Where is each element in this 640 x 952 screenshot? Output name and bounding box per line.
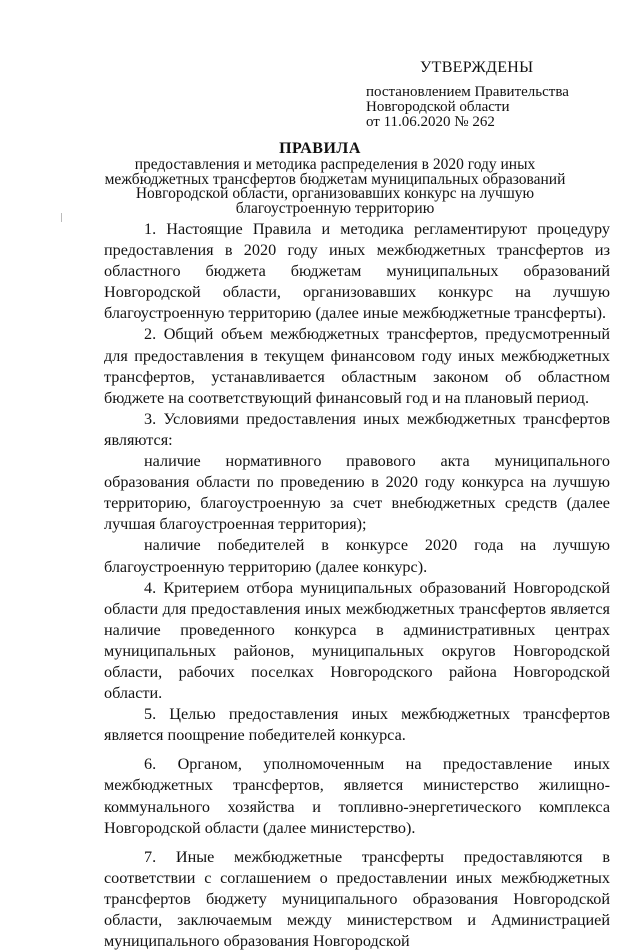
approval-line-3: от 11.06.2020 № 262 [366,114,495,130]
document-body [104,219,610,952]
approval-title: УТВЕРЖДЕНЫ [420,59,534,76]
document-title: ПРАВИЛА [279,140,361,157]
paragraph-4: 4. Критерием отбора муниципальных образований Новгородской области для предоставления иных межбюджетных трансфертов является наличие проведенного конкурса в административных центрах муниципальных районов, муниципальных округов Новгородской области, рабочих поселках Новгородского района Новгородской области. [104,578,610,703]
margin-mark [61,213,62,222]
paragraph-3-condition-1: наличие нормативного правового акта муниципального образования области по проведению в 2020 году конкурса на лучшую территорию, благоустроенную за счет внебюджетных средств (далее лучшая благоустроенная территория); [104,452,610,534]
paragraph-7: 7. Иные межбюджетные трансферты предоставляются в соответствии с соглашением о предоставлении иных межбюджетных трансфертов бюджету муниципального образования Новгородской области, заключаемым между министерством и Администрацией муниципального образования Новгородской [104,847,610,951]
paragraph-3: 3. Условиями предоставления иных межбюджетных трансфертов являются: [104,409,610,449]
paragraph-5: 5. Целью предоставления иных межбюджетных трансфертов является поощрение победителей конкурса. [104,705,610,745]
paragraph-3-condition-2: наличие победителей в конкурсе 2020 года на лучшую благоустроенную территорию (далее конкурс). [104,536,610,576]
paragraph-2: 2. Общий объем межбюджетных трансфертов, предусмотренный для предоставления в текущем финансовом году иных межбюджетных трансфертов, устанавливается областным законом об областном бюджете на соответствующий финансовый год и на плановый период. [104,325,610,407]
paragraph-6: 6. Органом, уполномоченным на предоставление иных межбюджетных трансфертов, является министерство жилищно-коммунального хозяйства и топливно-энергетического комплекса Новгородской области (далее министерство). [104,755,610,837]
approval-line-2: Новгородской области [366,99,510,115]
approval-line-1: постановлением Правительства [366,84,569,100]
approval-block [366,60,569,130]
paragraph-1: 1. Настоящие Правила и методика регламентируют процедуру предоставления в 2020 году иных межбюджетных трансфертов из областного бюджета бюджетам муниципальных образований Новгородской области, организовавших конкурс на лучшую благоустроенную территорию (далее иные межбюджетные трансферты). [104,220,610,323]
document-subtitle: предоставления и методика распределения в 2020 году иных межбюджетных трансфертов бюджетам муниципальных образований Новгородской области, организовавших конкурс на лучшую благоустроенную территорию [104,156,566,217]
